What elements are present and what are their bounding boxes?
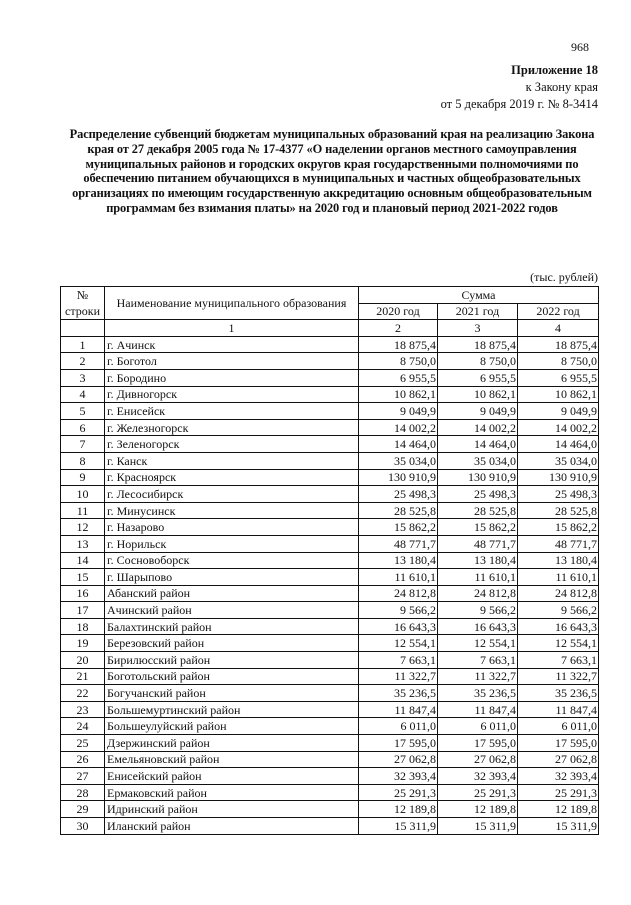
appendix-line-2: от 5 декабря 2019 г. № 8-3414	[440, 97, 598, 111]
subsidy-table	[60, 286, 599, 835]
municipality-name: г. Бородино	[105, 369, 359, 386]
amount-2022: 35 236,5	[518, 685, 599, 702]
municipality-name: Идринский район	[105, 801, 359, 818]
amount-2022: 35 034,0	[518, 452, 599, 469]
table-row	[61, 618, 599, 635]
document-title: Распределение субвенций бюджетам муниципальных образований края на реализацию Закона края от 27 декабря 2005 года № 17-4377 «О наделении органов местного самоуправления муниципальных районов и городских округов края государственными полномочиями по обеспечению питанием обучающихся в муниципальных и частных общеобразовательных организациях по имеющим государственную аккредитацию основным общеобразовательным программам без взимания платы» на 2020 год и плановый период 2021-2022 годов	[69, 127, 595, 215]
table-row	[61, 469, 599, 486]
row-number: 6	[61, 419, 105, 436]
header-2020: 2020 год	[359, 303, 438, 320]
row-number: 19	[61, 635, 105, 652]
header-name: Наименование муниципального образования	[105, 287, 359, 320]
row-number: 1	[61, 336, 105, 353]
table-row	[61, 519, 599, 536]
table-row	[61, 403, 599, 420]
municipality-name: Емельяновский район	[105, 751, 359, 768]
amount-2021: 7 663,1	[438, 652, 518, 669]
amount-2020: 35 034,0	[359, 452, 438, 469]
amount-2022: 12 189,8	[518, 801, 599, 818]
units-label: (тыс. рублей)	[530, 270, 598, 284]
table-row	[61, 502, 599, 519]
row-number: 13	[61, 535, 105, 552]
amount-2022: 15 311,9	[518, 818, 599, 835]
row-number: 5	[61, 403, 105, 420]
municipality-name: Большеулуйский район	[105, 718, 359, 735]
table-row	[61, 635, 599, 652]
amount-2021: 32 393,4	[438, 768, 518, 785]
amount-2022: 7 663,1	[518, 652, 599, 669]
appendix-title: Приложение 18	[511, 63, 598, 77]
table-row	[61, 419, 599, 436]
amount-2022: 15 862,2	[518, 519, 599, 536]
municipality-name: г. Железногорск	[105, 419, 359, 436]
municipality-name: Бирилюсский район	[105, 652, 359, 669]
amount-2020: 9 566,2	[359, 602, 438, 619]
amount-2020: 17 595,0	[359, 735, 438, 752]
amount-2021: 6 011,0	[438, 718, 518, 735]
table-row	[61, 452, 599, 469]
amount-2021: 24 812,8	[438, 585, 518, 602]
amount-2020: 14 464,0	[359, 436, 438, 453]
amount-2021: 14 002,2	[438, 419, 518, 436]
amount-2020: 14 002,2	[359, 419, 438, 436]
row-number: 14	[61, 552, 105, 569]
table-row	[61, 751, 599, 768]
amount-2021: 17 595,0	[438, 735, 518, 752]
amount-2022: 10 862,1	[518, 386, 599, 403]
amount-2020: 32 393,4	[359, 768, 438, 785]
municipality-name: Боготольский район	[105, 668, 359, 685]
amount-2021: 15 862,2	[438, 519, 518, 536]
amount-2020: 28 525,8	[359, 502, 438, 519]
amount-2021: 9 049,9	[438, 403, 518, 420]
municipality-name: Енисейский район	[105, 768, 359, 785]
amount-2021: 28 525,8	[438, 502, 518, 519]
header-index-2: 2	[359, 320, 438, 337]
row-number: 29	[61, 801, 105, 818]
amount-2021: 48 771,7	[438, 535, 518, 552]
municipality-name: г. Красноярск	[105, 469, 359, 486]
amount-2020: 6 955,5	[359, 369, 438, 386]
municipality-name: г. Канск	[105, 452, 359, 469]
row-number: 22	[61, 685, 105, 702]
table-row	[61, 668, 599, 685]
amount-2021: 10 862,1	[438, 386, 518, 403]
amount-2022: 32 393,4	[518, 768, 599, 785]
municipality-name: г. Назарово	[105, 519, 359, 536]
municipality-name: Иланский район	[105, 818, 359, 835]
amount-2021: 9 566,2	[438, 602, 518, 619]
amount-2021: 27 062,8	[438, 751, 518, 768]
header-2022: 2022 год	[518, 303, 599, 320]
row-number: 17	[61, 602, 105, 619]
row-number: 7	[61, 436, 105, 453]
header-index-3: 3	[438, 320, 518, 337]
amount-2021: 35 236,5	[438, 685, 518, 702]
table-row	[61, 585, 599, 602]
municipality-name: г. Норильск	[105, 535, 359, 552]
amount-2022: 13 180,4	[518, 552, 599, 569]
amount-2022: 11 610,1	[518, 569, 599, 586]
amount-2022: 25 498,3	[518, 486, 599, 503]
amount-2020: 25 291,3	[359, 784, 438, 801]
municipality-name: Богучанский район	[105, 685, 359, 702]
table-row	[61, 486, 599, 503]
table-body	[61, 336, 599, 834]
amount-2021: 16 643,3	[438, 618, 518, 635]
amount-2022: 9 049,9	[518, 403, 599, 420]
table-row	[61, 701, 599, 718]
amount-2021: 12 554,1	[438, 635, 518, 652]
amount-2022: 17 595,0	[518, 735, 599, 752]
page-number: 968	[571, 40, 589, 54]
row-number: 20	[61, 652, 105, 669]
amount-2022: 14 464,0	[518, 436, 599, 453]
amount-2020: 11 847,4	[359, 701, 438, 718]
amount-2022: 16 643,3	[518, 618, 599, 635]
amount-2022: 27 062,8	[518, 751, 599, 768]
amount-2022: 24 812,8	[518, 585, 599, 602]
table-row	[61, 369, 599, 386]
municipality-name: г. Лесосибирск	[105, 486, 359, 503]
amount-2020: 10 862,1	[359, 386, 438, 403]
amount-2021: 11 610,1	[438, 569, 518, 586]
amount-2021: 18 875,4	[438, 336, 518, 353]
amount-2020: 130 910,9	[359, 469, 438, 486]
appendix-line-1: к Закону края	[525, 80, 598, 94]
amount-2020: 27 062,8	[359, 751, 438, 768]
row-number: 15	[61, 569, 105, 586]
amount-2021: 8 750,0	[438, 353, 518, 370]
row-number: 11	[61, 502, 105, 519]
amount-2021: 25 498,3	[438, 486, 518, 503]
row-number: 4	[61, 386, 105, 403]
amount-2020: 48 771,7	[359, 535, 438, 552]
row-number: 2	[61, 353, 105, 370]
amount-2021: 14 464,0	[438, 436, 518, 453]
table-row	[61, 784, 599, 801]
table-row	[61, 353, 599, 370]
municipality-name: г. Минусинск	[105, 502, 359, 519]
row-number: 12	[61, 519, 105, 536]
amount-2022: 11 847,4	[518, 701, 599, 718]
amount-2020: 11 322,7	[359, 668, 438, 685]
amount-2021: 11 322,7	[438, 668, 518, 685]
amount-2022: 18 875,4	[518, 336, 599, 353]
amount-2021: 15 311,9	[438, 818, 518, 835]
amount-2022: 130 910,9	[518, 469, 599, 486]
row-number: 9	[61, 469, 105, 486]
municipality-name: г. Сосновоборск	[105, 552, 359, 569]
amount-2021: 11 847,4	[438, 701, 518, 718]
amount-2020: 7 663,1	[359, 652, 438, 669]
municipality-name: Абанский район	[105, 585, 359, 602]
amount-2022: 6 955,5	[518, 369, 599, 386]
amount-2020: 25 498,3	[359, 486, 438, 503]
amount-2022: 11 322,7	[518, 668, 599, 685]
row-number: 26	[61, 751, 105, 768]
amount-2021: 25 291,3	[438, 784, 518, 801]
amount-2021: 35 034,0	[438, 452, 518, 469]
amount-2022: 14 002,2	[518, 419, 599, 436]
table-row	[61, 735, 599, 752]
row-number: 10	[61, 486, 105, 503]
amount-2020: 13 180,4	[359, 552, 438, 569]
amount-2020: 35 236,5	[359, 685, 438, 702]
table-row	[61, 336, 599, 353]
table-row	[61, 818, 599, 835]
header-index-4: 4	[518, 320, 599, 337]
amount-2020: 8 750,0	[359, 353, 438, 370]
amount-2020: 18 875,4	[359, 336, 438, 353]
table-row	[61, 569, 599, 586]
header-2021: 2021 год	[438, 303, 518, 320]
row-number: 16	[61, 585, 105, 602]
amount-2021: 130 910,9	[438, 469, 518, 486]
header-sum: Сумма	[359, 287, 599, 304]
amount-2022: 9 566,2	[518, 602, 599, 619]
amount-2020: 12 189,8	[359, 801, 438, 818]
table-row	[61, 386, 599, 403]
municipality-name: г. Енисейск	[105, 403, 359, 420]
municipality-name: Дзержинский район	[105, 735, 359, 752]
row-number: 23	[61, 701, 105, 718]
amount-2020: 12 554,1	[359, 635, 438, 652]
amount-2021: 12 189,8	[438, 801, 518, 818]
row-number: 8	[61, 452, 105, 469]
municipality-name: г. Шарыпово	[105, 569, 359, 586]
row-number: 24	[61, 718, 105, 735]
amount-2021: 13 180,4	[438, 552, 518, 569]
table-row	[61, 685, 599, 702]
table-row	[61, 602, 599, 619]
municipality-name: г. Зеленогорск	[105, 436, 359, 453]
amount-2020: 6 011,0	[359, 718, 438, 735]
row-number: 25	[61, 735, 105, 752]
amount-2020: 15 862,2	[359, 519, 438, 536]
row-number: 21	[61, 668, 105, 685]
appendix-block	[441, 62, 598, 113]
amount-2020: 11 610,1	[359, 569, 438, 586]
municipality-name: Ачинский район	[105, 602, 359, 619]
row-number: 28	[61, 784, 105, 801]
amount-2020: 24 812,8	[359, 585, 438, 602]
table-row	[61, 718, 599, 735]
amount-2022: 48 771,7	[518, 535, 599, 552]
amount-2022: 6 011,0	[518, 718, 599, 735]
row-number: 18	[61, 618, 105, 635]
table-row	[61, 535, 599, 552]
amount-2022: 28 525,8	[518, 502, 599, 519]
table-row	[61, 652, 599, 669]
header-num: № строки	[61, 287, 105, 320]
municipality-name: Большемуртинский район	[105, 701, 359, 718]
table-row	[61, 801, 599, 818]
row-number: 27	[61, 768, 105, 785]
amount-2020: 15 311,9	[359, 818, 438, 835]
row-number: 3	[61, 369, 105, 386]
municipality-name: г. Ачинск	[105, 336, 359, 353]
table-row	[61, 436, 599, 453]
amount-2021: 6 955,5	[438, 369, 518, 386]
municipality-name: Балахтинский район	[105, 618, 359, 635]
amount-2022: 8 750,0	[518, 353, 599, 370]
table-row	[61, 768, 599, 785]
amount-2022: 25 291,3	[518, 784, 599, 801]
amount-2020: 9 049,9	[359, 403, 438, 420]
header-index-1: 1	[105, 320, 359, 337]
amount-2020: 16 643,3	[359, 618, 438, 635]
table-row	[61, 552, 599, 569]
municipality-name: Ермаковский район	[105, 784, 359, 801]
municipality-name: Березовский район	[105, 635, 359, 652]
municipality-name: г. Дивногорск	[105, 386, 359, 403]
header-index-empty	[61, 320, 105, 337]
amount-2022: 12 554,1	[518, 635, 599, 652]
row-number: 30	[61, 818, 105, 835]
municipality-name: г. Боготол	[105, 353, 359, 370]
